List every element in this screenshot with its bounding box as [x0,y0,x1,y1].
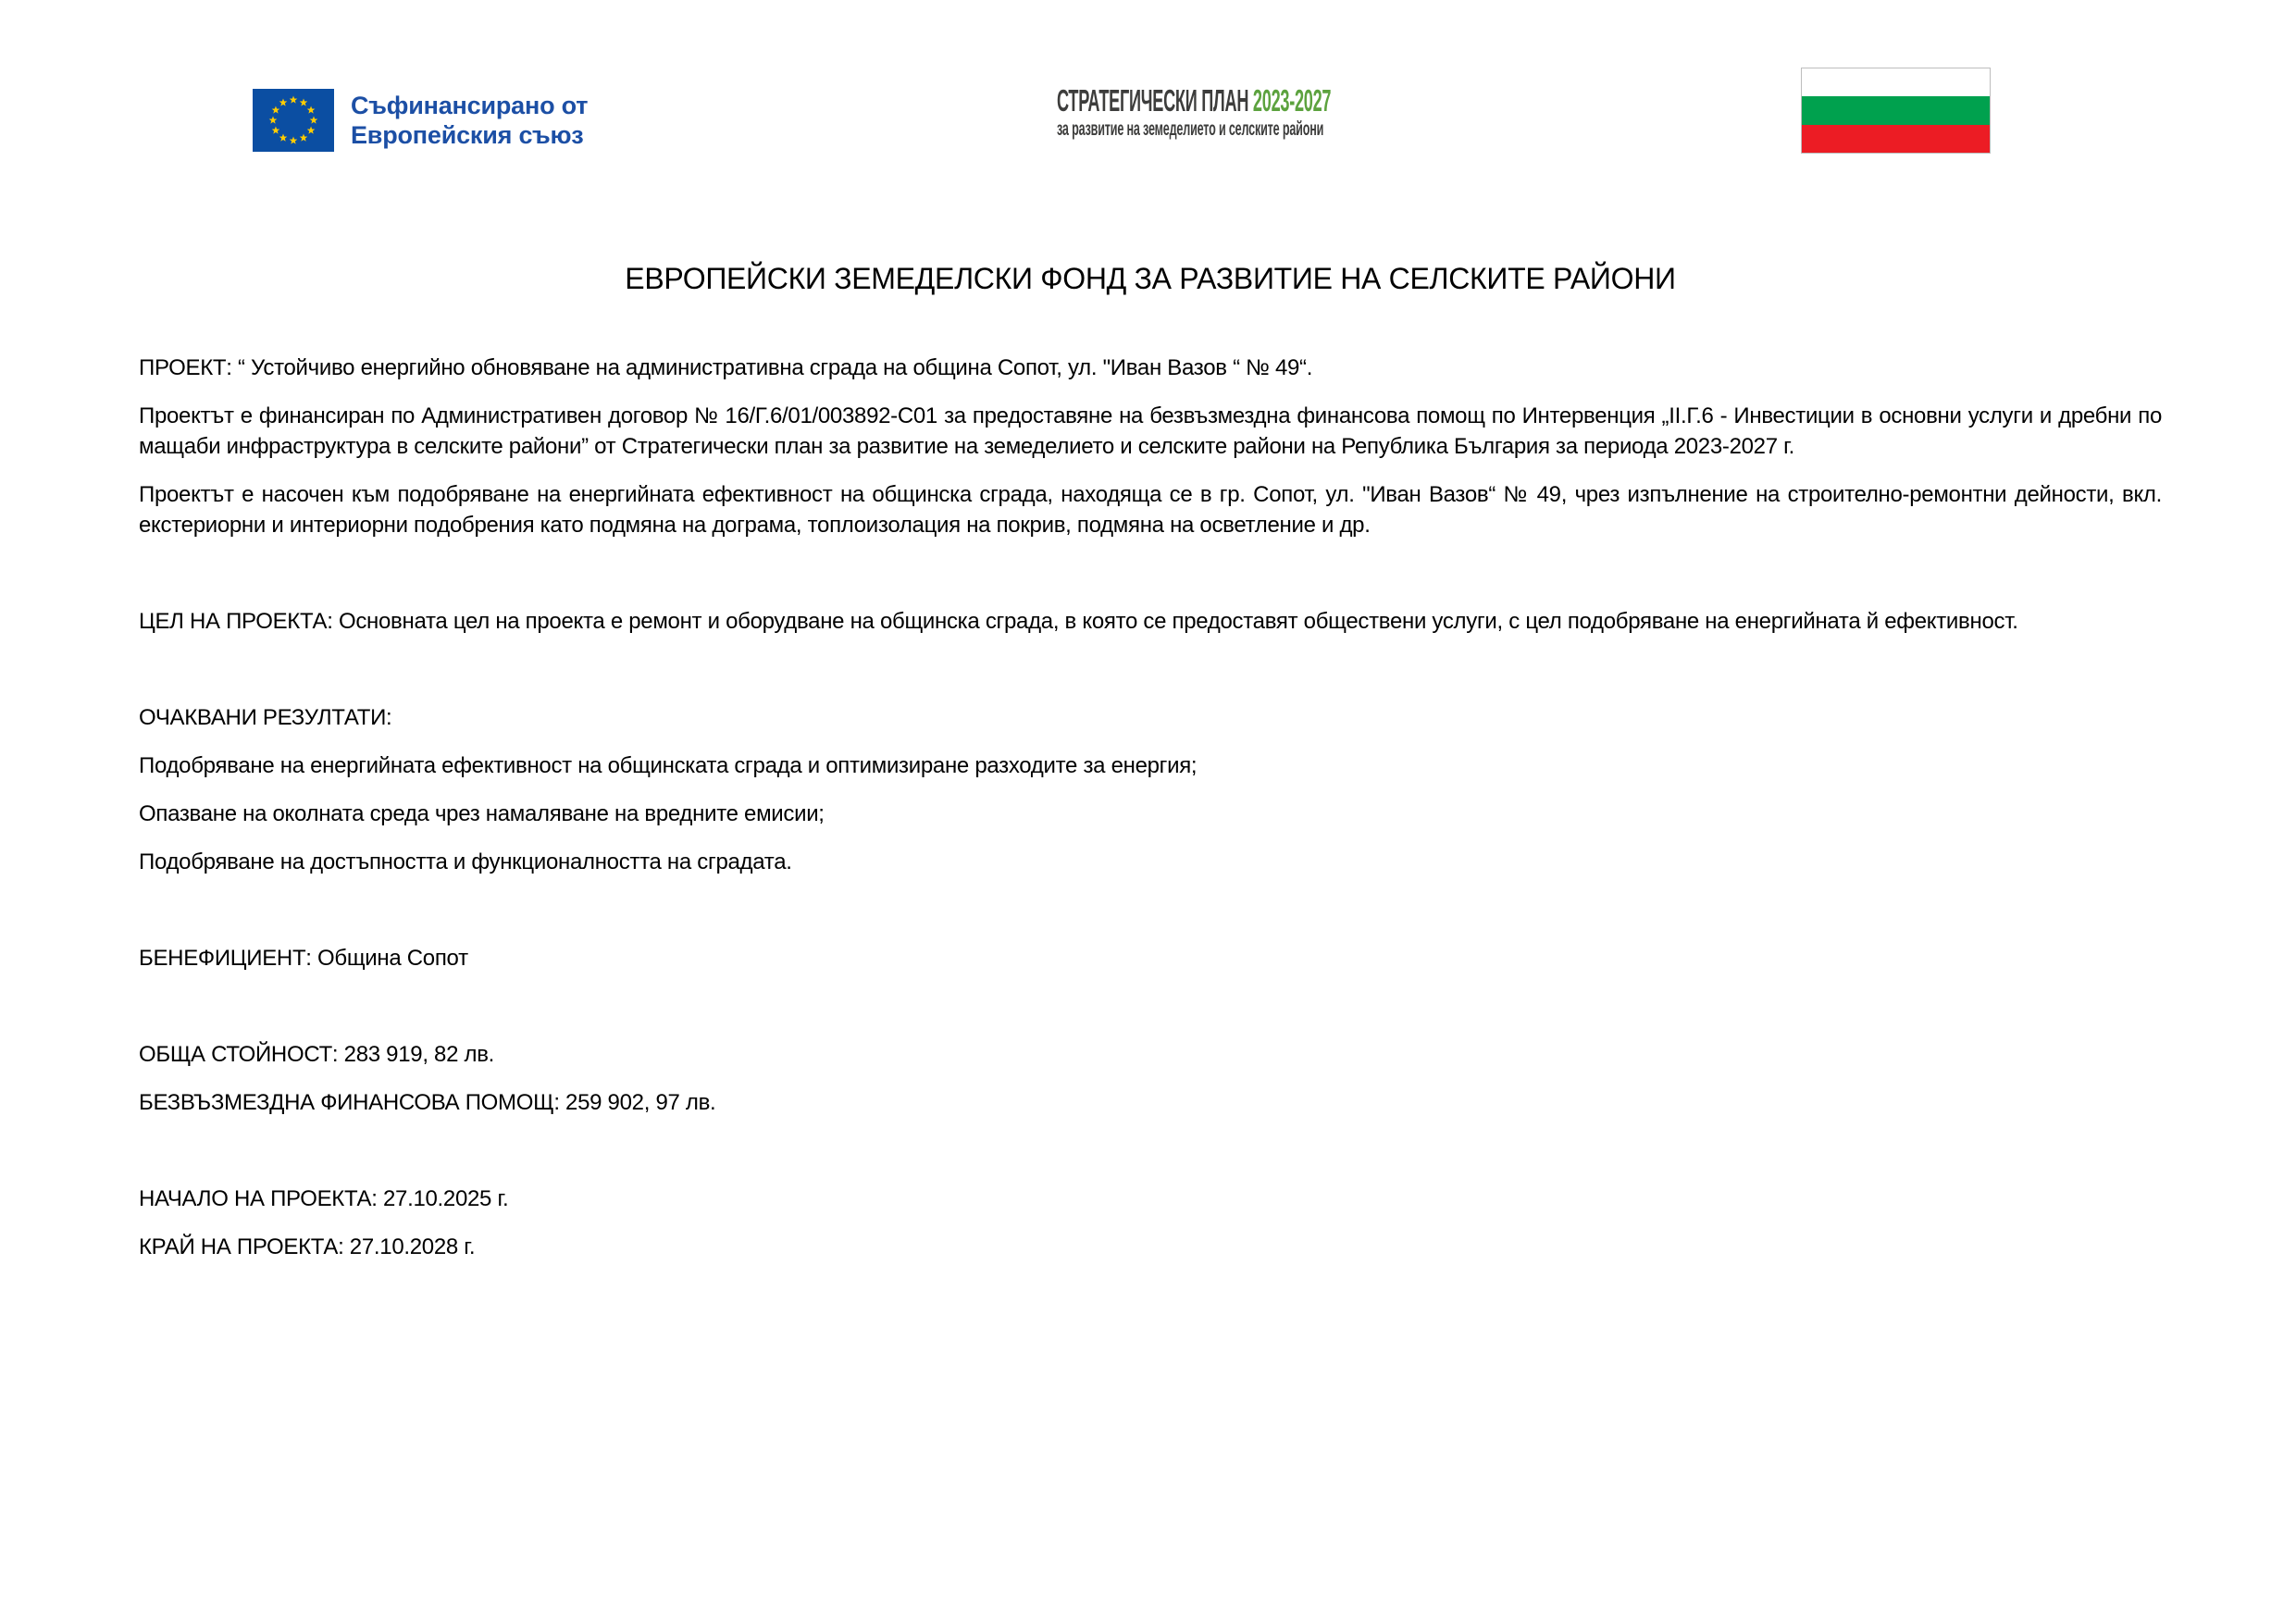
paragraph: КРАЙ НА ПРОЕКТА: 27.10.2028 г. [139,1234,476,1259]
strategic-plan-subtitle: за развитие на земеделието и селските райони [1057,118,1324,140]
paragraph: Подобряване на достъпността и функционалността на сградата. [139,849,792,874]
empty-line [139,558,2162,589]
paragraph: Подобряване на енергийната ефективност на общинската сграда и оптимизиране разходите за енергия; [139,753,1198,778]
eu-logo-text [351,91,588,150]
bulgaria-flag-green-band [1802,96,1990,124]
empty-line [139,1135,2162,1166]
document-title: ЕВРОПЕЙСКИ ЗЕМЕДЕЛСКИ ФОНД ЗА РАЗВИТИЕ НА СЕЛСКИТЕ РАЙОНИ [625,262,1676,295]
paragraphs-container [139,353,2162,1262]
paragraph: НАЧАЛО НА ПРОЕКТА: 27.10.2025 г. [139,1186,509,1211]
empty-line [139,991,2162,1022]
paragraph: ПРОЕКТ: “ Устойчиво енергийно обновяване на административна сграда на община Сопот, ул. "Иван Вазов “ № 49“. [139,355,1313,380]
strategic-plan-years: 2023-2027 [1252,83,1332,118]
eu-flag-icon [253,89,334,152]
document-body [139,260,2162,1280]
paragraph: Опазване на околната среда чрез намаляване на вредните емисии; [139,801,825,826]
bulgaria-flag-icon [1801,68,1991,154]
paragraph: ОБЩА СТОЙНОСТ: 283 919, 82 лв. [139,1042,495,1067]
paragraph: БЕНЕФИЦИЕНТ: Община Сопот [139,946,468,971]
eu-logo-text-line1: Съфинансирано от [351,92,589,119]
bulgaria-flag-white-band [1802,68,1990,96]
paragraph: БЕЗВЪЗМЕЗДНА ФИНАНСОВА ПОМОЩ: 259 902, 97 лв. [139,1090,716,1115]
strategic-plan-title: СТРАТЕГИЧЕСКИ ПЛАН [1057,83,1249,118]
paragraph: ЦЕЛ НА ПРОЕКТА: Основната цел на проекта е ремонт и оборудване на общинска сграда, в която се предоставят обществени услуги, с цел подобряване на енергийната й ефективност. [139,609,2018,634]
paragraph: Проектът е насочен към подобряване на енергийната ефективност на общинска сграда, находяща се в гр. Сопот, ул. "Иван Вазов“ № 49, чрез изпълнение на строително-ремонтни дейности, вкл. екстериорни и интериорни подобрения като подмяна на дограма, топлоизолация на покрив, подмяна на осветление и др. [139,482,2162,538]
empty-line [139,654,2162,685]
paragraph: ОЧАКВАНИ РЕЗУЛТАТИ: [139,705,392,730]
paragraph: Проектът е финансиран по Административен договор № 16/Г.6/01/003892-С01 за предоставяне на безвъзмездна финансова помощ по Интервенция „II.Г.6 - Инвестиции в основни услуги и дребни по мащаби инфраструктура в селските райони” от Стратегически план за развитие на земеделието и селските райони на Република България за периода 2023-2027 г. [139,403,2162,459]
eu-cofunded-logo [253,89,588,152]
bulgaria-flag-red-band [1802,125,1990,153]
eu-logo-text-line2: Европейския съюз [351,121,584,149]
strategic-plan-title-line [1057,83,1332,118]
strategic-plan-logo [1057,85,1446,139]
empty-line [139,895,2162,925]
